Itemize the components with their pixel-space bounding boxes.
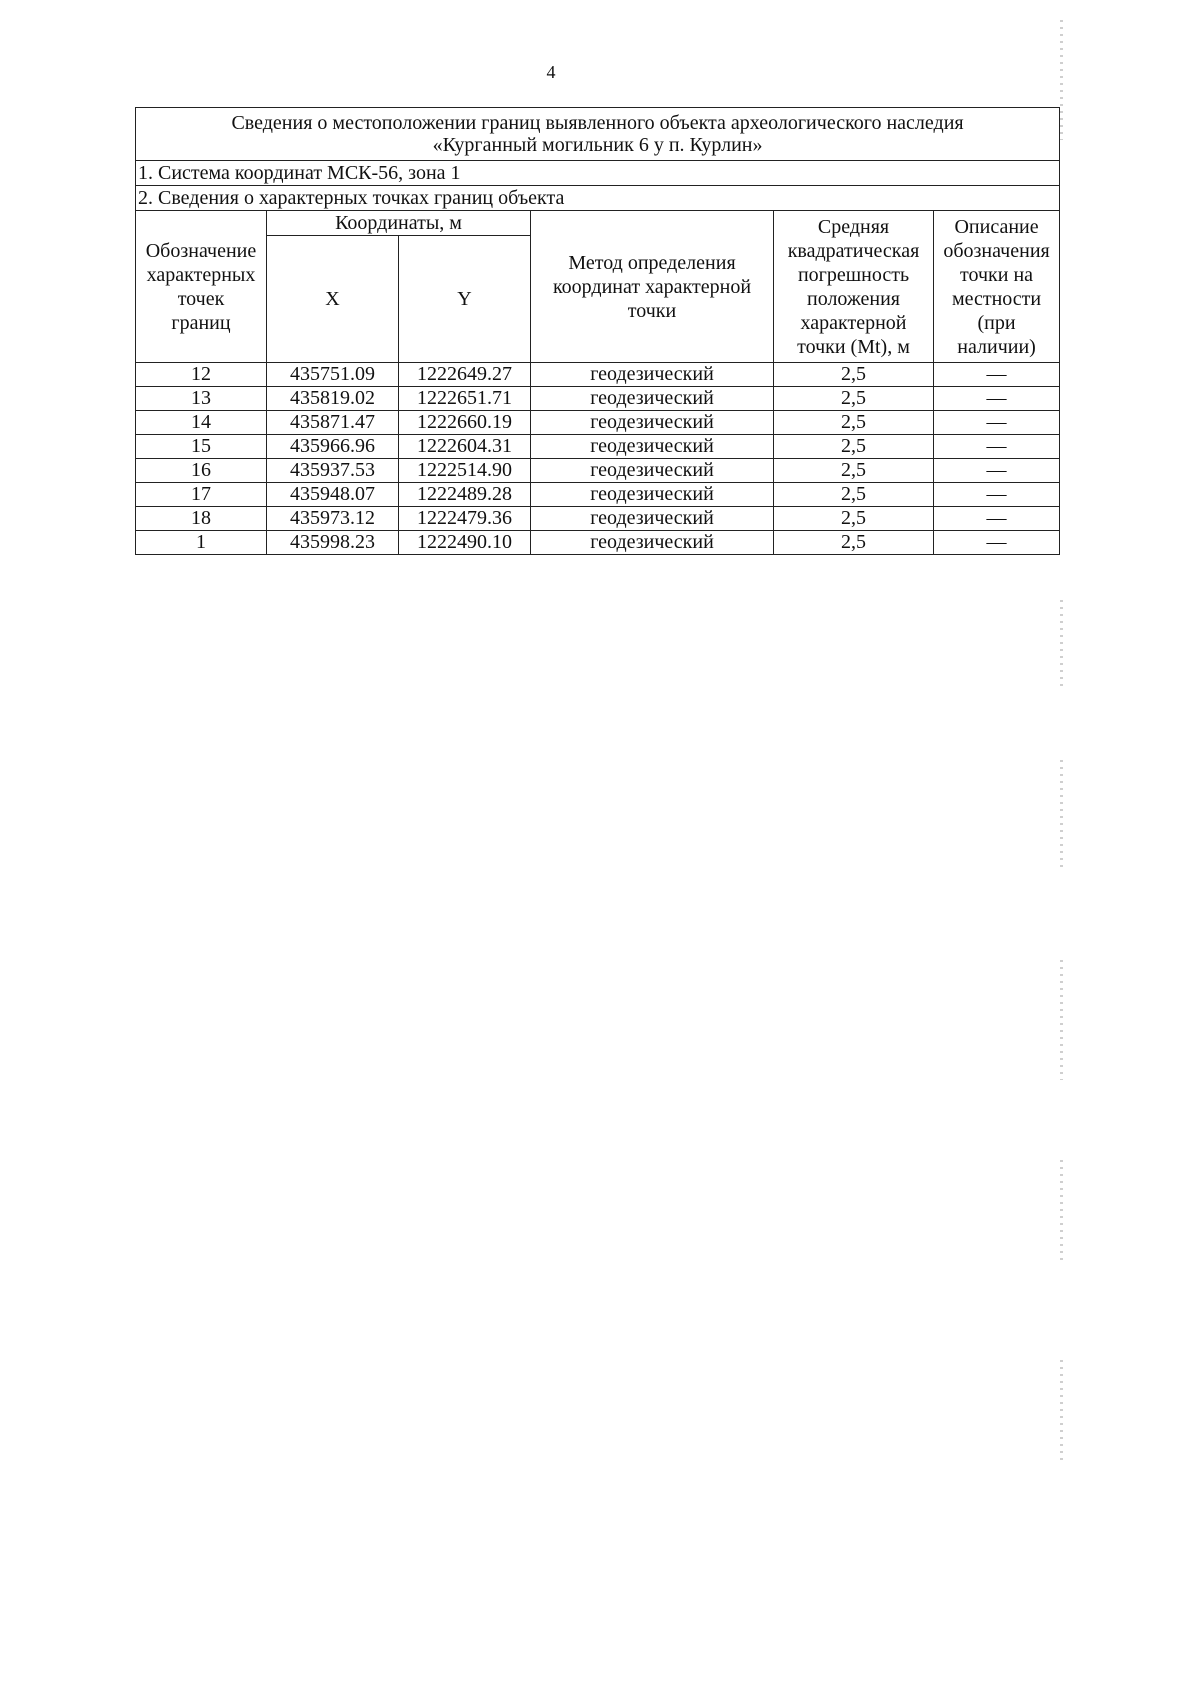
method-cell: геодезический <box>531 531 774 555</box>
y-cell: 1222479.36 <box>399 507 531 531</box>
accuracy-cell: 2,5 <box>774 435 934 459</box>
method-cell: геодезический <box>531 411 774 435</box>
table-title-line-2: «Курганный могильник 6 у п. Курлин» <box>432 134 763 156</box>
method-cell: геодезический <box>531 459 774 483</box>
method-cell: геодезический <box>531 387 774 411</box>
accuracy-cell: 2,5 <box>774 507 934 531</box>
coordinate-system-row: 1. Система координат МСК-56, зона 1 <box>136 161 1060 186</box>
scan-artifact <box>1060 1160 1063 1260</box>
x-cell: 435998.23 <box>267 531 399 555</box>
description-cell: — <box>934 411 1060 435</box>
table-title <box>136 108 1060 161</box>
point-cell: 12 <box>136 363 267 387</box>
x-cell: 435819.02 <box>267 387 399 411</box>
x-cell: 435871.47 <box>267 411 399 435</box>
point-cell: 18 <box>136 507 267 531</box>
header-x: X <box>267 236 399 363</box>
accuracy-cell: 2,5 <box>774 483 934 507</box>
scan-artifact <box>1060 20 1063 140</box>
x-cell: 435937.53 <box>267 459 399 483</box>
point-cell: 16 <box>136 459 267 483</box>
y-cell: 1222660.19 <box>399 411 531 435</box>
method-cell: геодезический <box>531 435 774 459</box>
table-row <box>136 387 1060 411</box>
table-row <box>136 459 1060 483</box>
scan-artifact <box>1060 1360 1063 1460</box>
accuracy-cell: 2,5 <box>774 459 934 483</box>
section-heading-row: 2. Сведения о характерных точках границ объекта <box>136 186 1060 211</box>
table-row <box>136 411 1060 435</box>
y-cell: 1222649.27 <box>399 363 531 387</box>
table-row <box>136 435 1060 459</box>
method-cell: геодезический <box>531 363 774 387</box>
y-cell: 1222651.71 <box>399 387 531 411</box>
table-title-line-1: Сведения о местоположении границ выявленного объекта археологического наследия <box>231 112 964 134</box>
y-cell: 1222514.90 <box>399 459 531 483</box>
point-cell: 1 <box>136 531 267 555</box>
table-row <box>136 483 1060 507</box>
x-cell: 435751.09 <box>267 363 399 387</box>
x-cell: 435973.12 <box>267 507 399 531</box>
page-number: 4 <box>546 62 556 82</box>
header-accuracy: Средняя квадратическая погрешность положения характерной точки (Mt), м <box>774 211 934 363</box>
accuracy-cell: 2,5 <box>774 411 934 435</box>
scan-artifact <box>1060 600 1063 690</box>
table-row <box>136 531 1060 555</box>
point-cell: 17 <box>136 483 267 507</box>
x-cell: 435948.07 <box>267 483 399 507</box>
header-method: Метод определения координат характерной точки <box>531 211 774 363</box>
header-point-designation: Обозначение характерных точек границ <box>136 211 267 363</box>
accuracy-cell: 2,5 <box>774 363 934 387</box>
y-cell: 1222489.28 <box>399 483 531 507</box>
header-coordinates: Координаты, м <box>267 211 531 236</box>
point-cell: 14 <box>136 411 267 435</box>
accuracy-cell: 2,5 <box>774 531 934 555</box>
header-y: Y <box>399 236 531 363</box>
y-cell: 1222490.10 <box>399 531 531 555</box>
description-cell: — <box>934 531 1060 555</box>
description-cell: — <box>934 483 1060 507</box>
accuracy-cell: 2,5 <box>774 387 934 411</box>
scan-artifact <box>1060 960 1063 1080</box>
description-cell: — <box>934 507 1060 531</box>
table-row <box>136 507 1060 531</box>
boundary-coordinates-table <box>135 107 1060 555</box>
table-row <box>136 363 1060 387</box>
description-cell: — <box>934 387 1060 411</box>
method-cell: геодезический <box>531 483 774 507</box>
description-cell: — <box>934 435 1060 459</box>
y-cell: 1222604.31 <box>399 435 531 459</box>
description-cell: — <box>934 363 1060 387</box>
method-cell: геодезический <box>531 507 774 531</box>
header-description: Описание обозначения точки на местности (при наличии) <box>934 211 1060 363</box>
point-cell: 13 <box>136 387 267 411</box>
description-cell: — <box>934 459 1060 483</box>
scan-artifact <box>1060 760 1063 870</box>
point-cell: 15 <box>136 435 267 459</box>
x-cell: 435966.96 <box>267 435 399 459</box>
